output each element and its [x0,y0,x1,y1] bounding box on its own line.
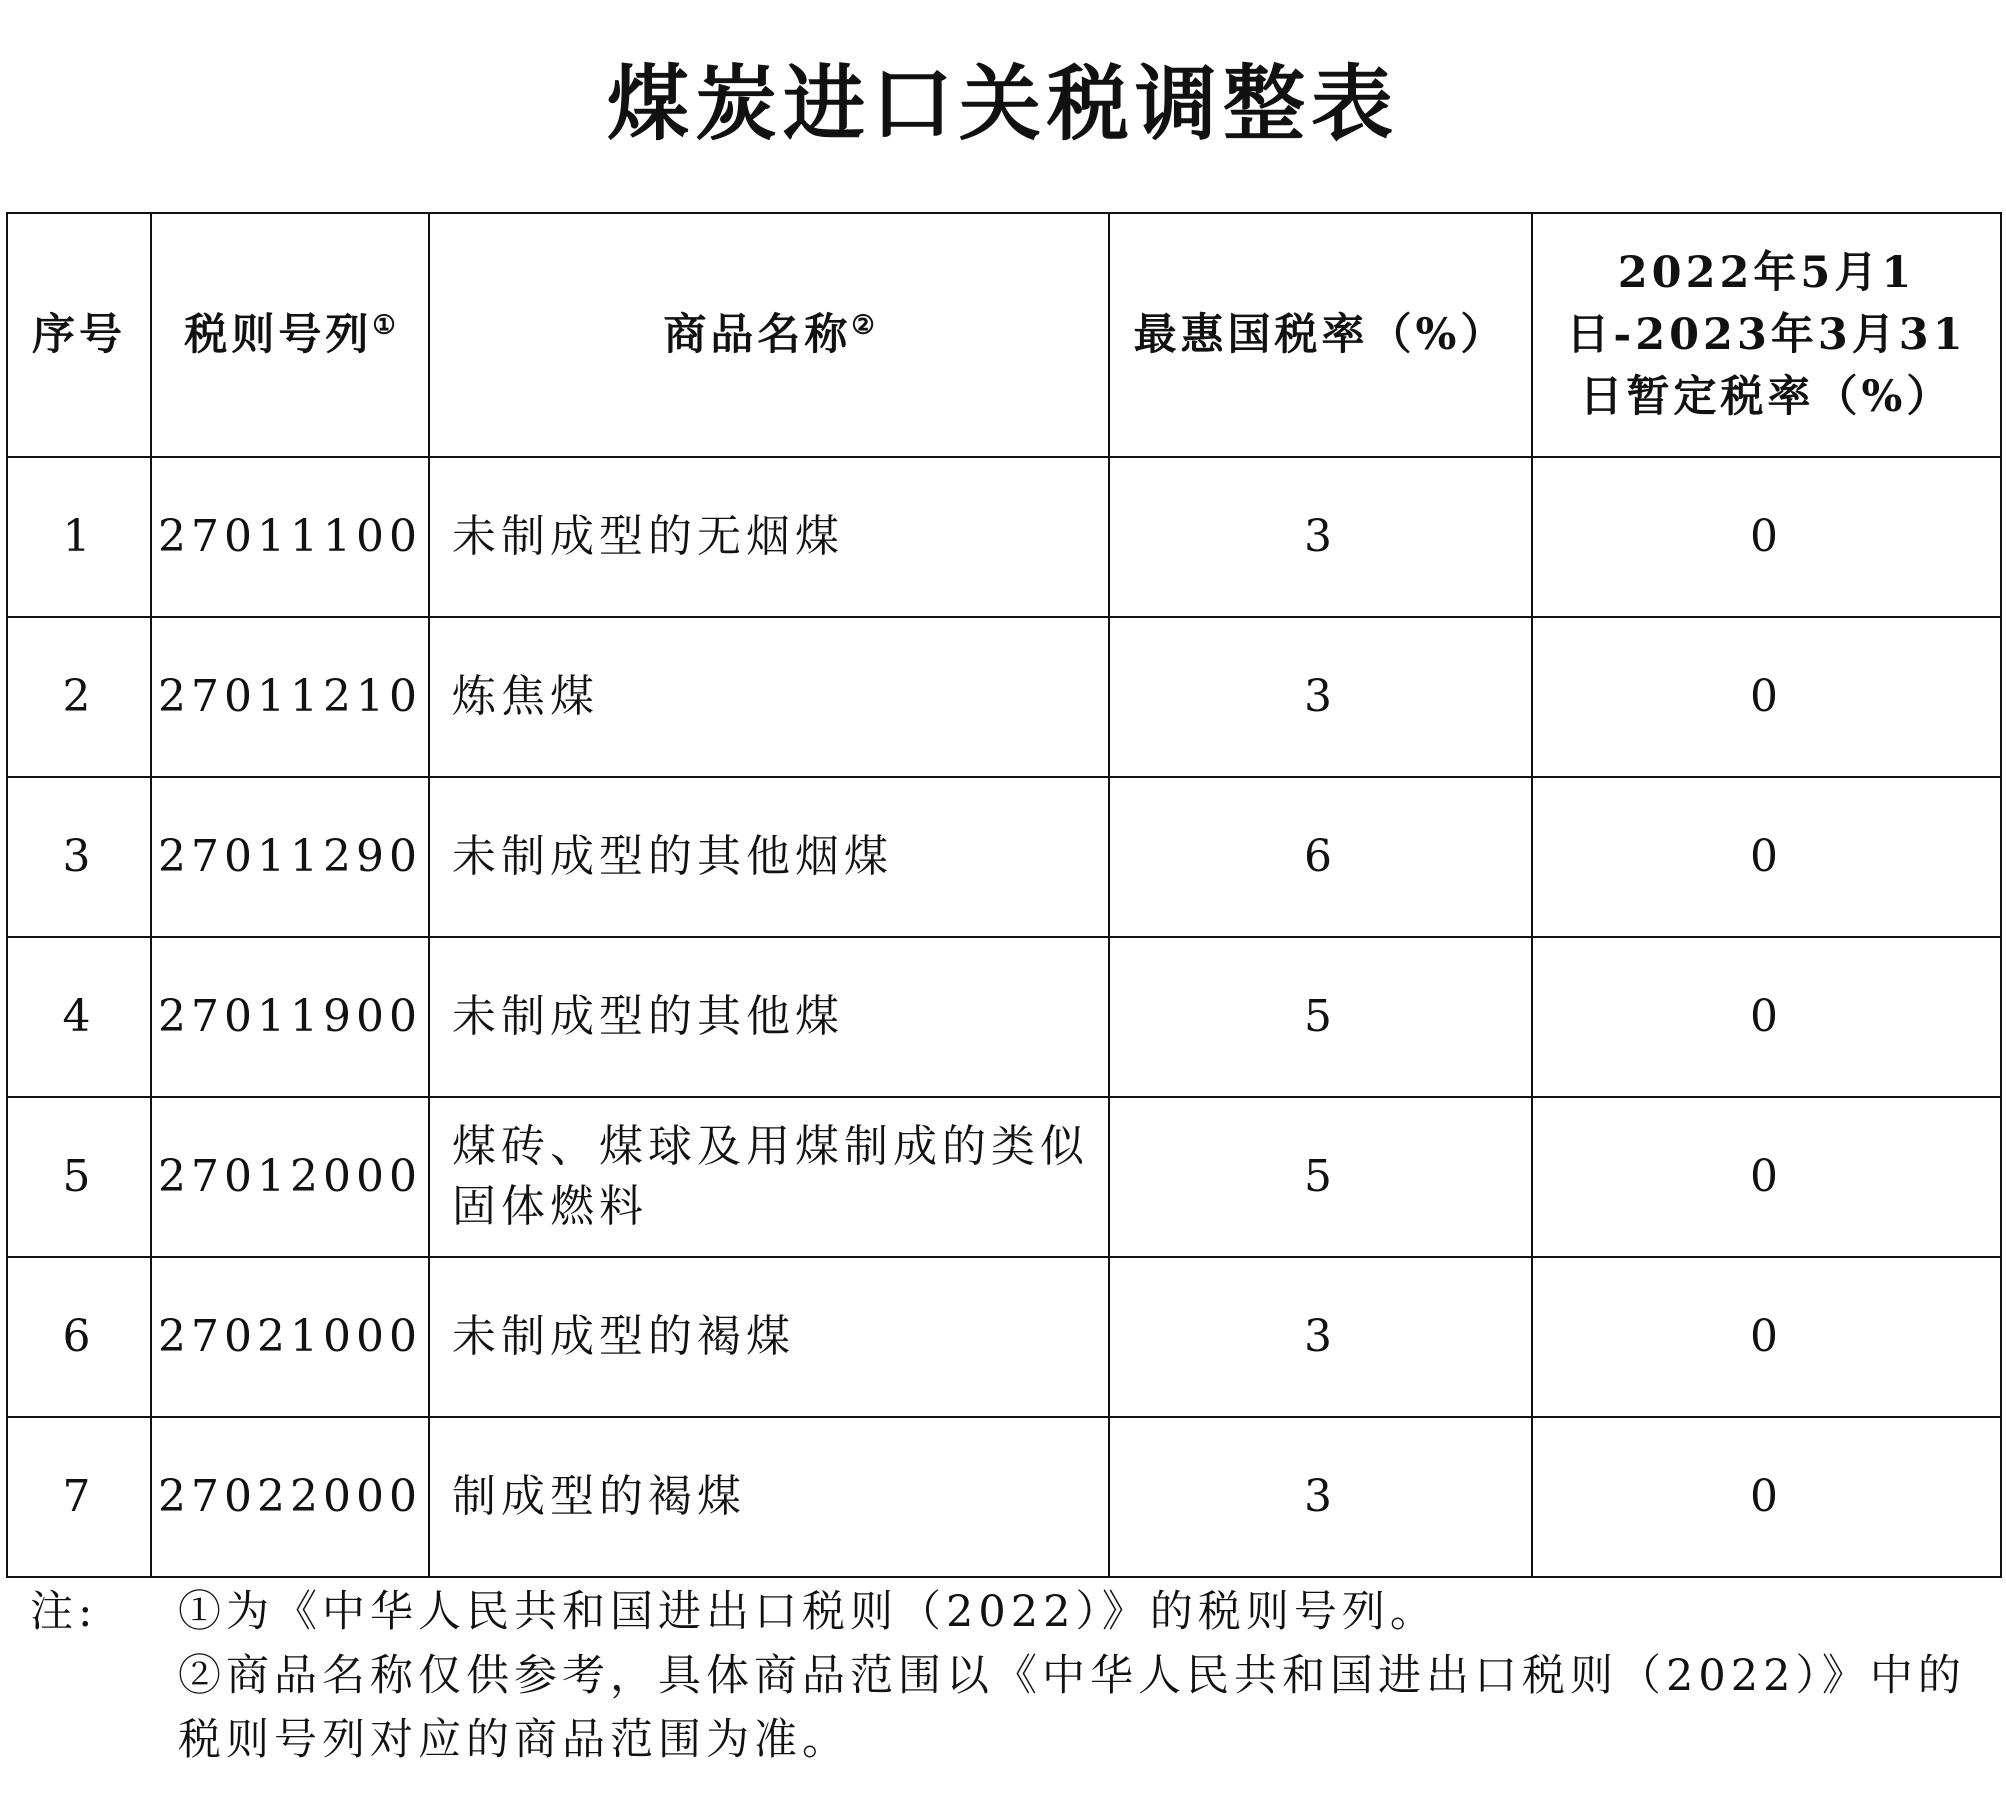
cell-index: 7 [7,1417,151,1577]
cell-tariff-code: 27021000 [151,1257,429,1417]
cell-mfn-rate: 3 [1109,1417,1532,1577]
table-row [7,1097,2001,1257]
note-item-1: ①为《中华人民共和国进出口税则（2022）》的税则号列。 [178,1587,1438,1637]
note-item-2: ②商品名称仅供参考，具体商品范围以《中华人民共和国进出口税则（2022）》中的税则号列对应的商品范围为准。 [178,1651,1966,1765]
notes-body [178,1580,2006,1772]
cell-tariff-code: 27012000 [151,1097,429,1257]
cell-product-name: 未制成型的褐煤 [429,1257,1109,1417]
table-row [7,457,2001,617]
cell-tariff-code: 27011100 [151,457,429,617]
cell-mfn-rate: 3 [1109,1257,1532,1417]
cell-provisional-rate: 0 [1532,1417,2001,1577]
header-product-name [429,213,1109,457]
page-title: 煤炭进口关税调整表 [606,56,1399,152]
cell-product-name: 煤砖、煤球及用煤制成的类似固体燃料 [429,1097,1109,1257]
header-mfn-rate-label: 最惠国税率（%） [1133,310,1508,360]
header-provisional-rate [1532,213,2001,457]
note-mark-2: ② [851,310,875,341]
cell-provisional-rate: 0 [1532,617,2001,777]
cell-mfn-rate: 6 [1109,777,1532,937]
cell-product-name: 炼焦煤 [429,617,1109,777]
cell-index: 2 [7,617,151,777]
cell-index: 4 [7,937,151,1097]
cell-tariff-code: 27022000 [151,1417,429,1577]
cell-mfn-rate: 3 [1109,457,1532,617]
table-row [7,937,2001,1097]
table-row [7,1257,2001,1417]
cell-tariff-code: 27011900 [151,937,429,1097]
cell-tariff-code: 27011290 [151,777,429,937]
cell-index: 3 [7,777,151,937]
cell-product-name: 未制成型的其他烟煤 [429,777,1109,937]
header-tariff-code-label: 税则号列 [184,310,373,360]
cell-index: 1 [7,457,151,617]
table-row [7,1417,2001,1577]
table-row [7,617,2001,777]
tariff-table [6,212,2002,1578]
cell-provisional-rate: 0 [1532,1097,2001,1257]
cell-product-name: 未制成型的无烟煤 [429,457,1109,617]
cell-mfn-rate: 5 [1109,1097,1532,1257]
cell-mfn-rate: 5 [1109,937,1532,1097]
notes-label: 注: [30,1587,98,1637]
cell-product-name: 制成型的褐煤 [429,1417,1109,1577]
cell-tariff-code: 27011210 [151,617,429,777]
cell-index: 6 [7,1257,151,1417]
cell-product-name: 未制成型的其他煤 [429,937,1109,1097]
header-provisional-rate-label: 2022年5月1日-2023年3月31日暂定税率（%） [1566,248,1967,422]
cell-provisional-rate: 0 [1532,937,2001,1097]
table-header-row [7,213,2001,457]
header-mfn-rate [1109,213,1532,457]
cell-provisional-rate: 0 [1532,1257,2001,1417]
cell-provisional-rate: 0 [1532,777,2001,937]
cell-provisional-rate: 0 [1532,457,2001,617]
header-index-label: 序号 [32,310,126,360]
header-index [7,213,151,457]
cell-mfn-rate: 3 [1109,617,1532,777]
header-tariff-code [151,213,429,457]
cell-index: 5 [7,1097,151,1257]
header-product-name-label: 商品名称 [663,310,852,360]
table-row [7,777,2001,937]
note-mark-1: ① [372,310,396,341]
